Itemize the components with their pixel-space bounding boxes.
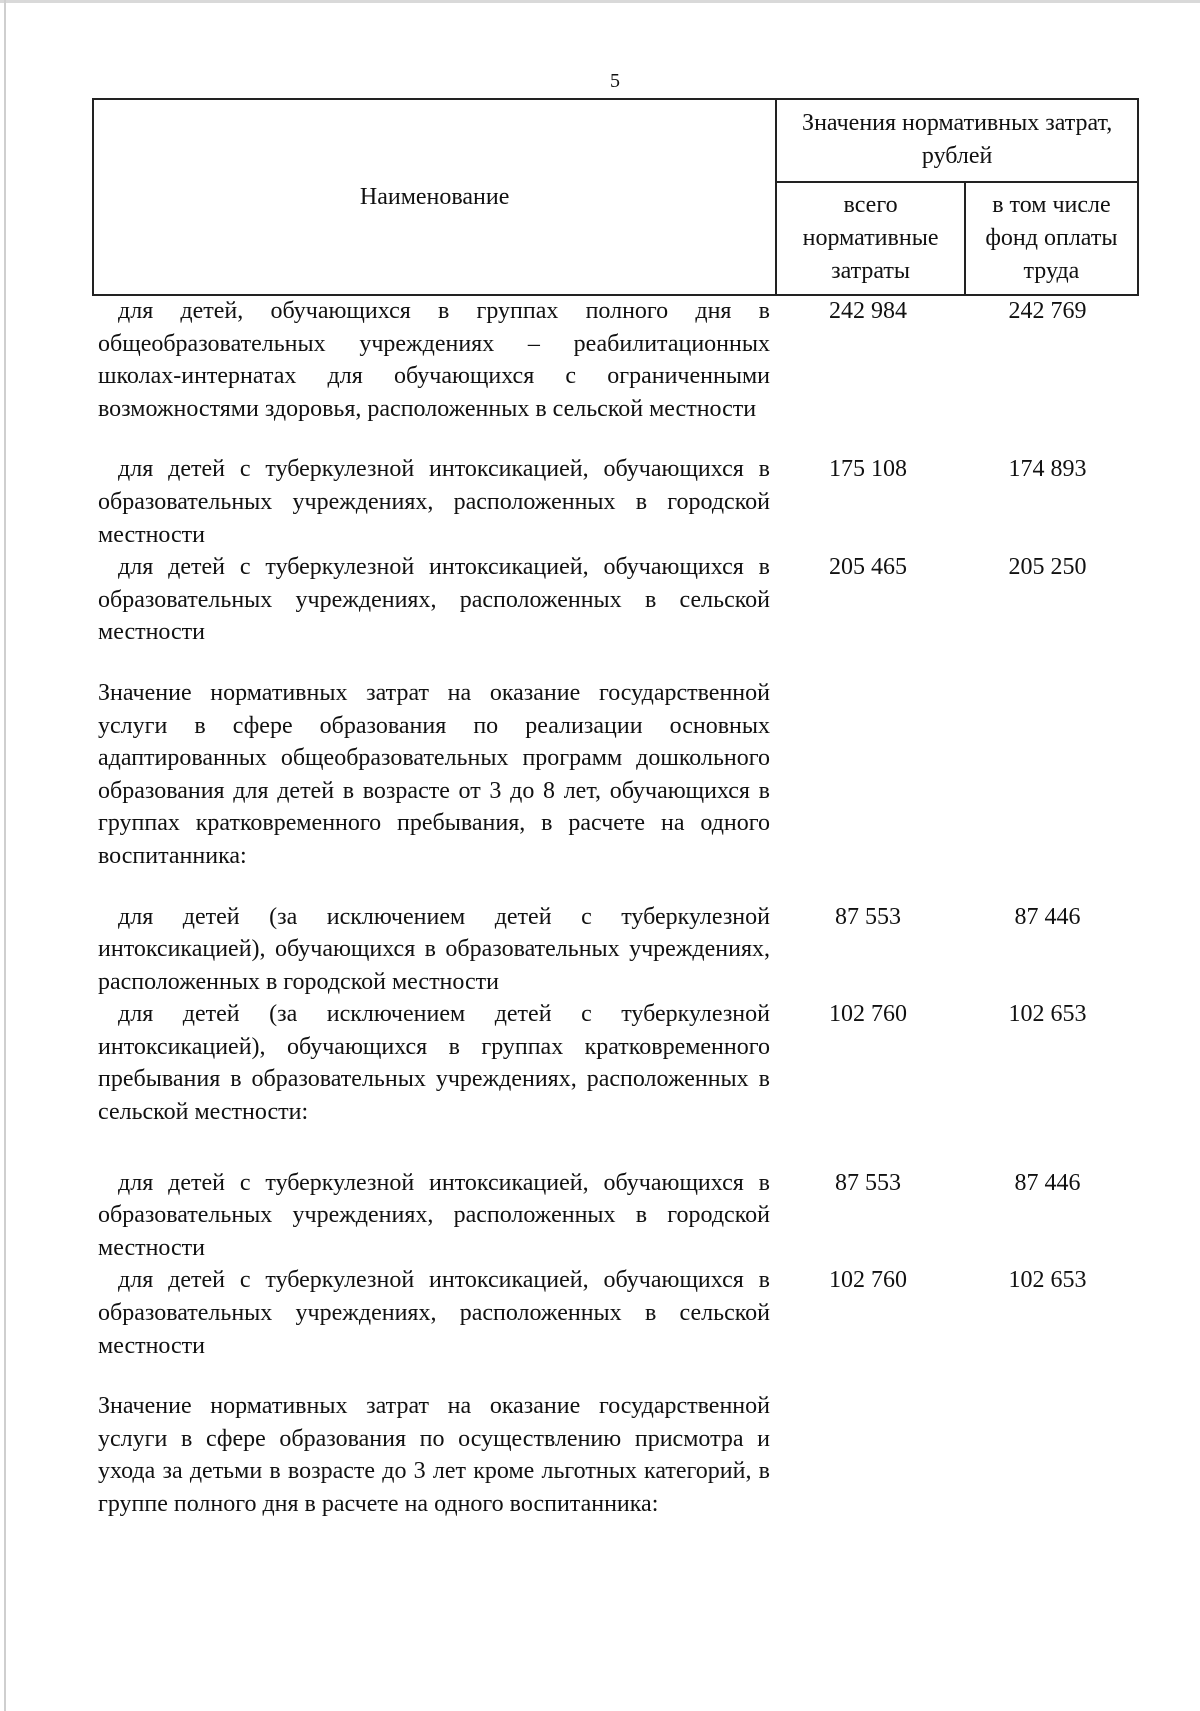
row-name: для детей (за исключением детей с туберкулезной интоксикацией), обучающихся в образовательных учреждениях, расположенных в городской местности: [98, 903, 770, 995]
page-number: 5: [610, 70, 620, 92]
row-total-costs: 87 553: [835, 903, 901, 930]
table-row: [98, 295, 1139, 425]
table-header: [92, 98, 1139, 296]
row-total-costs: 87 553: [835, 1169, 901, 1196]
header-total-costs-column: всего нормативные затраты: [776, 182, 965, 295]
row-name: для детей, обучающихся в группах полного дня в общеобразовательных учреждениях – реабилитационных школах-интернатах для обучающихся с ограниченными возможностями здоровья, расположенных в сельской местности: [98, 298, 770, 422]
row-name: для детей с туберкулезной интоксикацией, обучающихся в образовательных учреждениях, расположенных в сельской местности: [98, 1267, 770, 1359]
section-heading: Значение нормативных затрат на оказание государственной услуги в сфере образования по осуществлению присмотра и ухода за детьми в возрасте до 3 лет кроме льготных категорий, в группе полного дня в расчете на одного воспитанника:: [98, 1393, 770, 1517]
table-row: [98, 1264, 1139, 1362]
section-heading: Значение нормативных затрат на оказание государственной услуги в сфере образования по реализации основных адаптированных общеобразовательных программ дошкольного образования для детей в возрасте от 3 до 8 лет, обучающихся в группах кратковременного пребывания, в расчете на одного воспитанника:: [98, 679, 770, 869]
header-wage-fund-column: в том числе фонд оплаты труда: [965, 182, 1138, 295]
row-wage-fund: [956, 677, 1139, 873]
table-row: [98, 1390, 1139, 1520]
row-total-costs: 242 984: [829, 298, 907, 324]
row-wage-fund: 87 446: [1014, 903, 1081, 930]
row-name: для детей с туберкулезной интоксикацией, обучающихся в образовательных учреждениях, расположенных в сельской местности: [98, 554, 770, 646]
row-total-costs: 175 108: [829, 456, 907, 483]
row-name: для детей (за исключением детей с туберкулезной интоксикацией), обучающихся в группах кратковременного пребывания в образовательных учреждениях, расположенных в сельской местности:: [98, 1001, 770, 1126]
row-wage-fund: [956, 1390, 1139, 1520]
table-row: [98, 677, 1139, 873]
row-wage-fund: 242 769: [1008, 298, 1087, 324]
scan-edge-left: [4, 0, 6, 1711]
table-row: [98, 901, 1139, 999]
row-total-costs: 102 760: [829, 1267, 907, 1294]
row-name: для детей с туберкулезной интоксикацией, обучающихся в образовательных учреждениях, расположенных в городской местности: [98, 1169, 770, 1261]
row-wage-fund: 102 653: [1008, 1001, 1087, 1028]
table-row: [98, 998, 1139, 1128]
header-name-column: Наименование: [93, 99, 776, 295]
header-cost-values-group: Значения нормативных затрат, рублей: [776, 99, 1138, 182]
table-body: [98, 295, 1139, 1521]
table-row: [98, 551, 1139, 649]
row-total-costs: 205 465: [829, 554, 907, 581]
table-row: [98, 1167, 1139, 1265]
row-name: для детей с туберкулезной интоксикацией, обучающихся в образовательных учреждениях, расположенных в городской местности: [98, 456, 770, 548]
table-row: [98, 453, 1139, 551]
row-wage-fund: 87 446: [1014, 1169, 1081, 1196]
scan-edge-top: [0, 0, 1200, 3]
row-total-costs: 102 760: [829, 1001, 907, 1028]
row-wage-fund: 102 653: [1008, 1267, 1087, 1294]
row-total-costs: [770, 677, 956, 873]
row-total-costs: [770, 1390, 956, 1520]
row-wage-fund: 205 250: [1008, 554, 1087, 581]
row-wage-fund: 174 893: [1008, 456, 1087, 483]
